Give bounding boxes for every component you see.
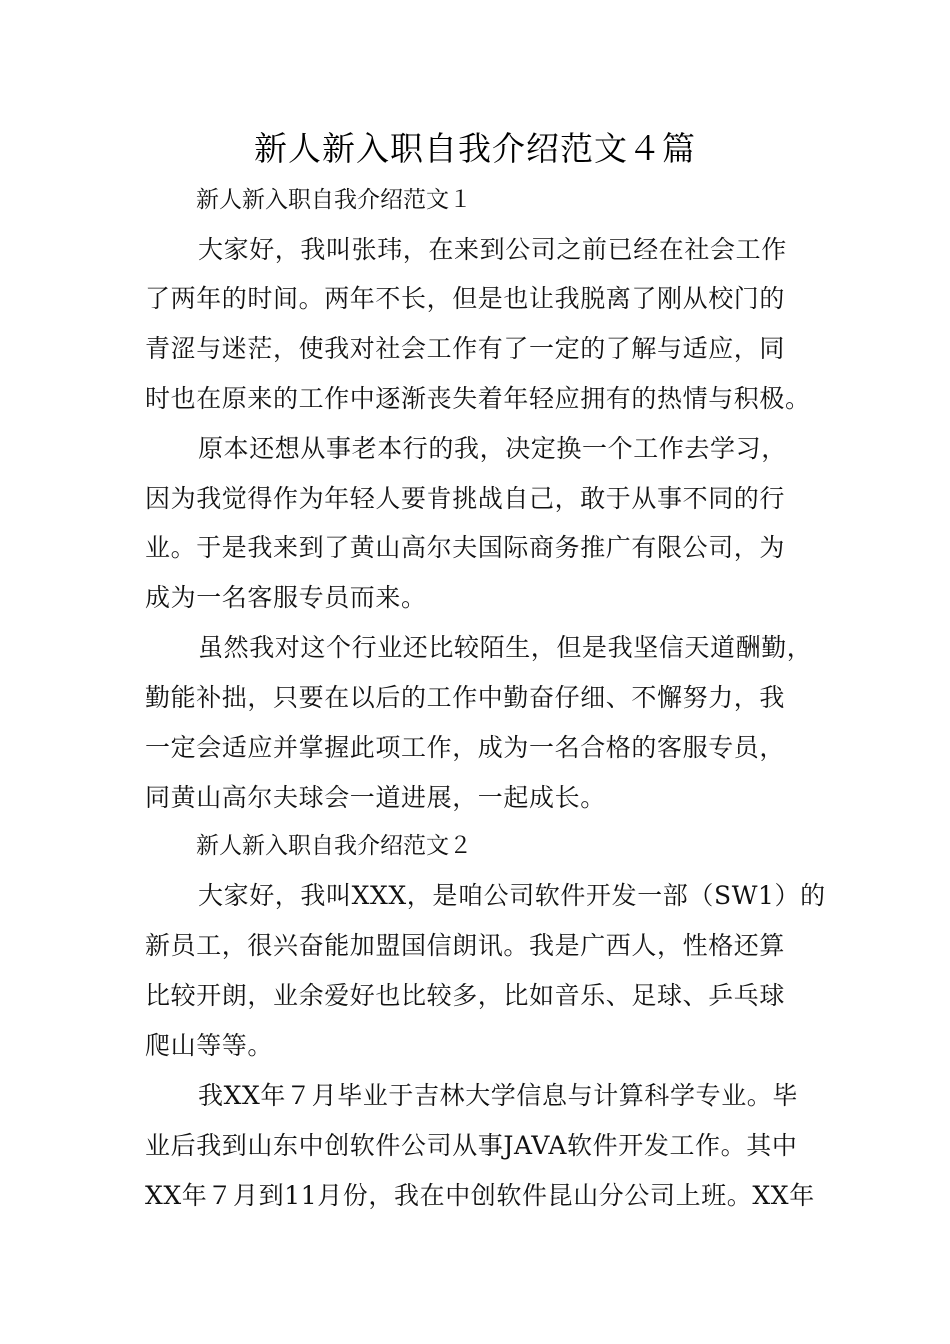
- section-heading-1: 新人新入职自我介绍范文１: [196, 187, 472, 213]
- paragraph-4-line-1: 大家好，我叫XXX，是咱公司软件开发一部（SW1）的: [198, 881, 826, 910]
- paragraph-4-line-2: 新员工，很兴奋能加盟国信朗讯。我是广西人，性格还算: [145, 931, 786, 960]
- paragraph-2-line-1: 原本还想从事老本行的我，决定换一个工作去学习，: [198, 434, 787, 463]
- paragraph-1-line-1: 大家好，我叫张玮，在来到公司之前已经在社会工作: [198, 235, 787, 264]
- paragraph-4-line-3: 比较开朗，业余爱好也比较多，比如音乐、足球、乒乓球: [145, 981, 786, 1010]
- paragraph-2-line-2: 因为我觉得作为年轻人要肯挑战自己，敢于从事不同的行: [145, 484, 786, 513]
- paragraph-3-line-2: 勤能补拙，只要在以后的工作中勤奋仔细、不懈努力，我: [145, 683, 786, 712]
- paragraph-5-line-3: XX年７月到11月份，我在中创软件昆山分公司上班。XX年: [145, 1181, 815, 1210]
- paragraph-3-line-3: 一定会适应并掌握此项工作，成为一名合格的客服专员，: [145, 733, 786, 762]
- paragraph-3-line-1: 虽然我对这个行业还比较陌生，但是我坚信天道酬勤，: [198, 633, 813, 662]
- document-title: 新人新入职自我介绍范文４篇: [254, 129, 696, 168]
- paragraph-1-line-3: 青涩与迷茫，使我对社会工作有了一定的了解与适应，同: [145, 334, 786, 363]
- paragraph-2-line-4: 成为一名客服专员而来。: [145, 583, 427, 612]
- paragraph-3-line-4: 同黄山高尔夫球会一道进展，一起成长。: [145, 783, 606, 812]
- section-heading-2: 新人新入职自我介绍范文２: [196, 833, 472, 859]
- paragraph-2-line-3: 业。于是我来到了黄山高尔夫国际商务推广有限公司，为: [145, 533, 786, 562]
- paragraph-1-line-4: 时也在原来的工作中逐渐丧失着年轻应拥有的热情与积极。: [145, 384, 811, 413]
- paragraph-5-line-2: 业后我到山东中创软件公司从事JAVA软件开发工作。其中: [145, 1131, 798, 1160]
- paragraph-5-line-1: 我XX年７月毕业于吉林大学信息与计算科学专业。毕: [198, 1081, 798, 1110]
- paragraph-4-line-4: 爬山等等。: [145, 1031, 274, 1060]
- paragraph-1-line-2: 了两年的时间。两年不长，但是也让我脱离了刚从校门的: [145, 284, 786, 313]
